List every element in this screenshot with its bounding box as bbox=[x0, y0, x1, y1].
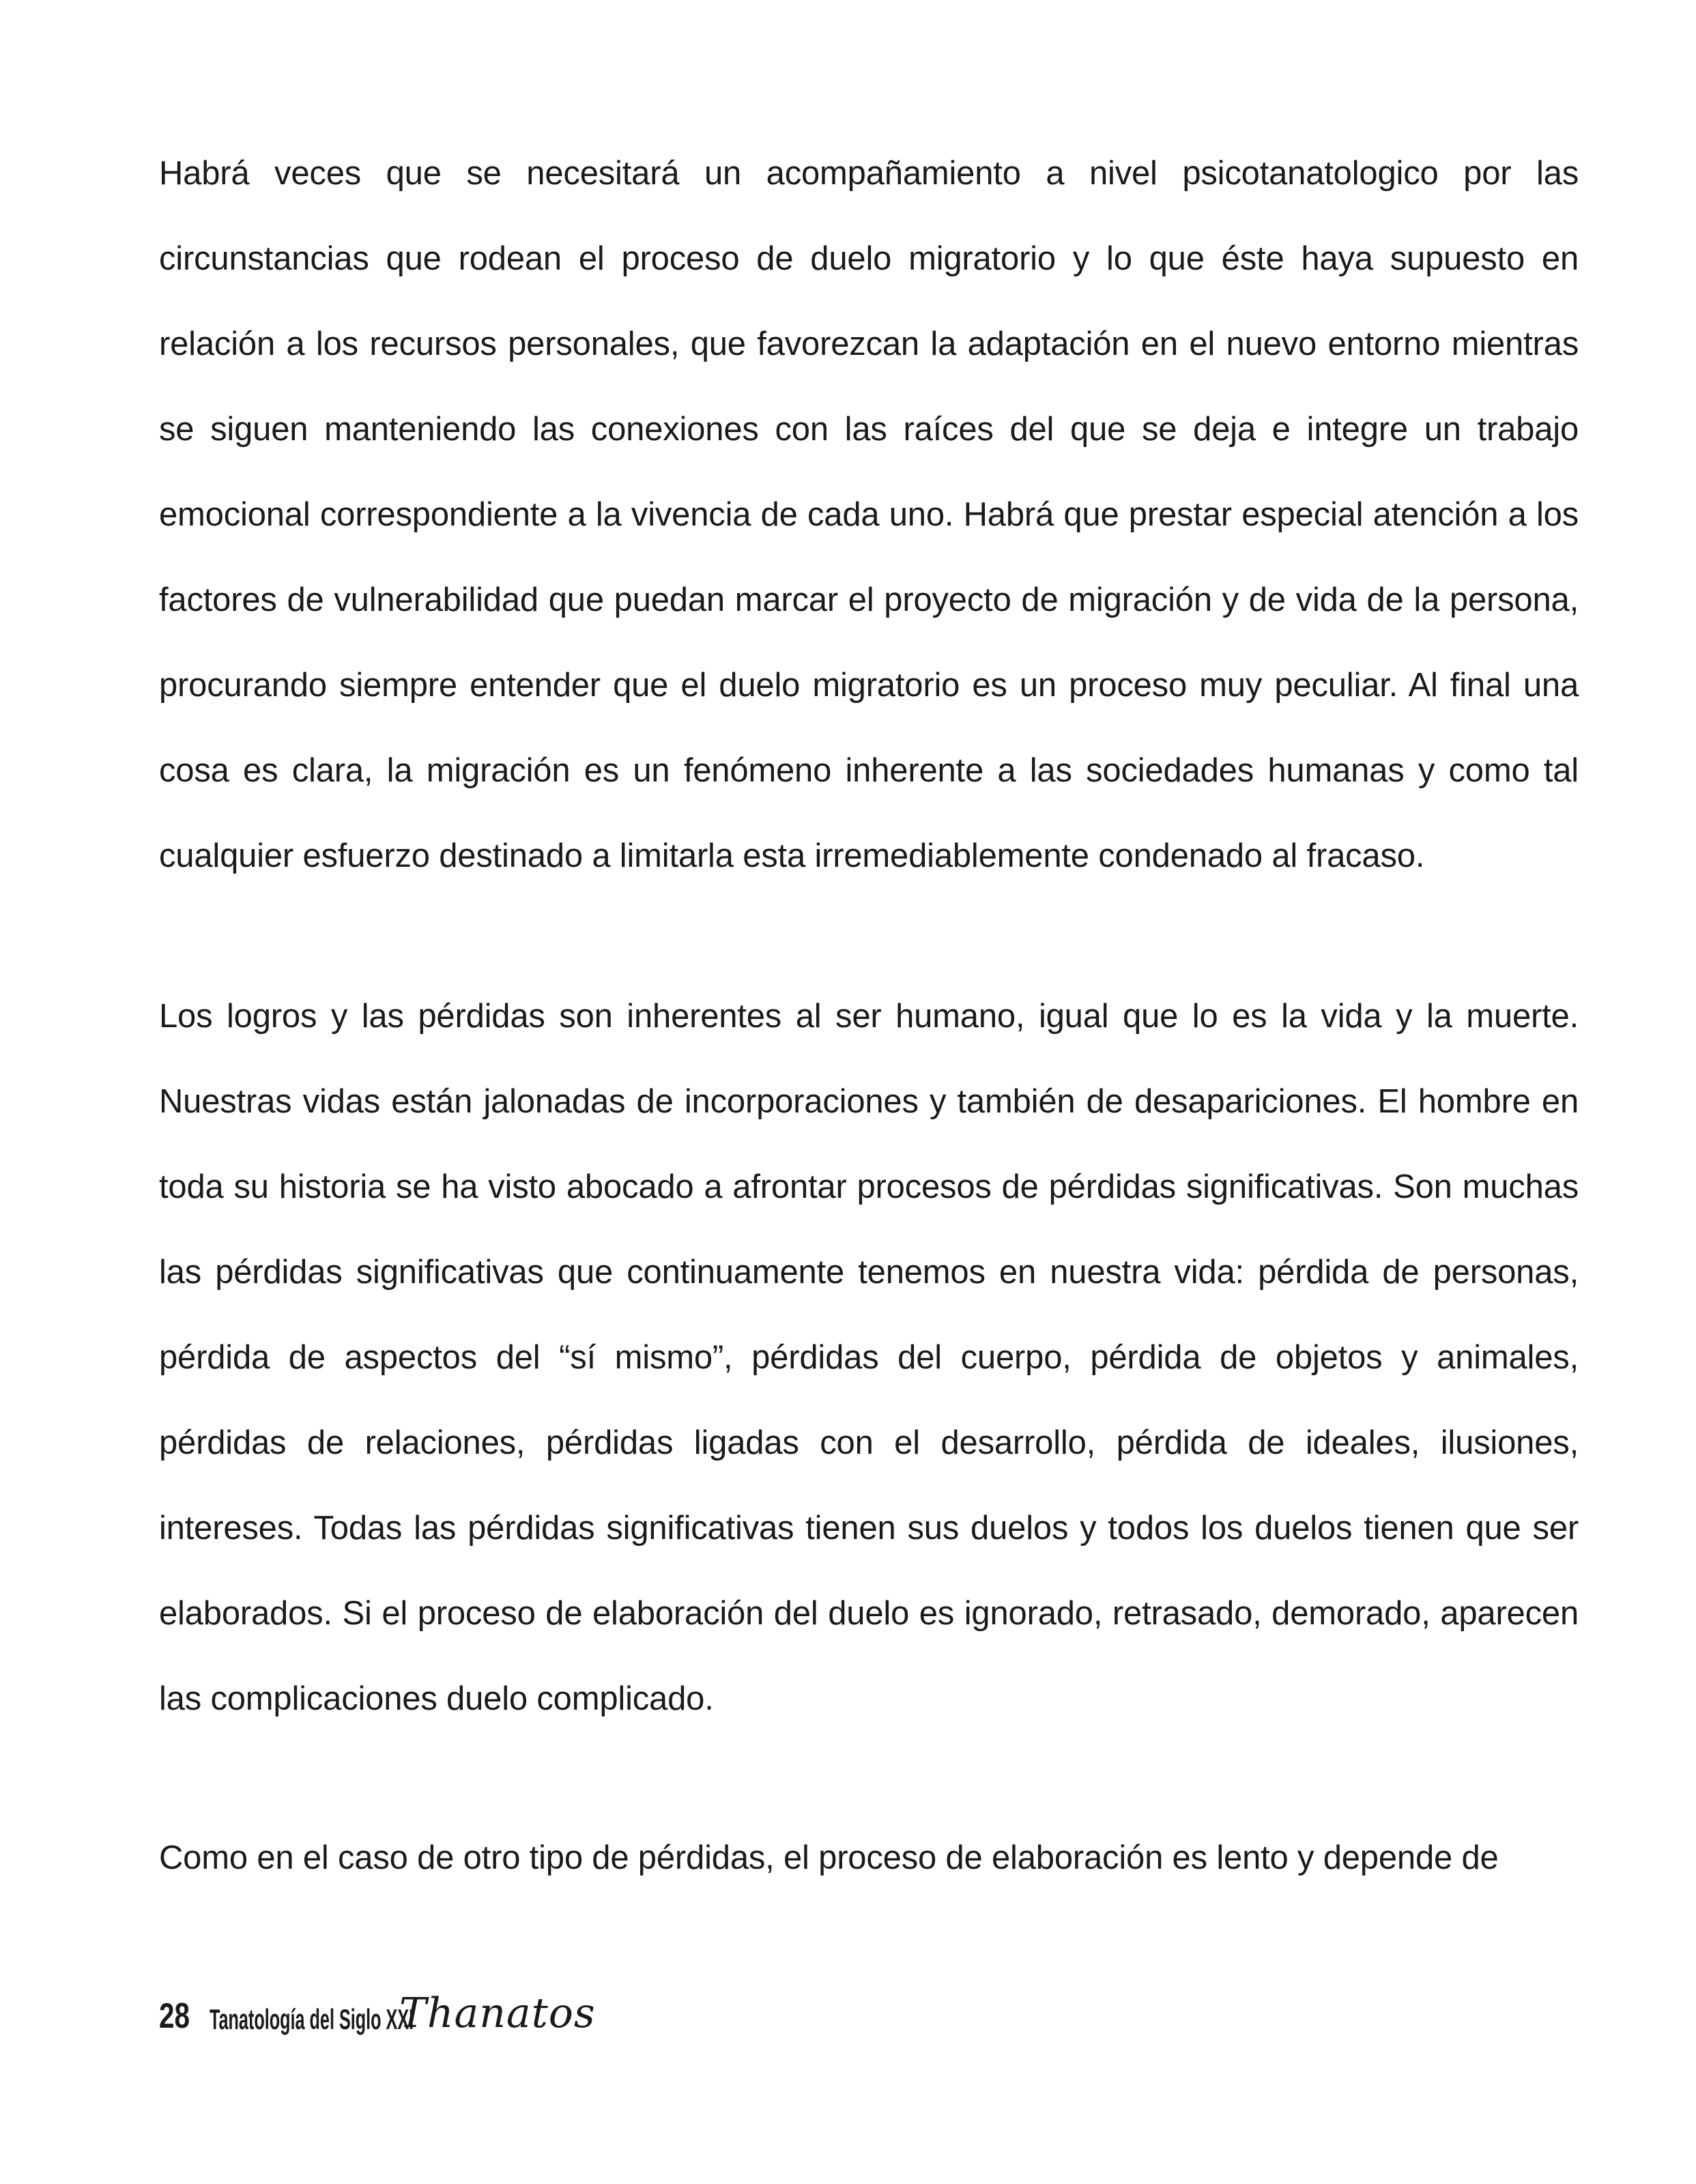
page-number: 28 bbox=[159, 1996, 190, 2036]
page-footer bbox=[159, 1979, 596, 2037]
paragraph-text: Como en el caso de otro tipo de pérdidas, el proceso de elaboración es lento y depende de bbox=[159, 1839, 1499, 1876]
body-paragraph bbox=[159, 131, 1579, 899]
paragraph-text: Los logros y las pérdidas son inherentes al ser humano, igual que lo es la vida y la muerte. Nuestras vidas están jalonadas de incorporaciones y también de desapariciones. El hombre en toda su historia se ha visto abocado a afrontar procesos de pérdidas significativas. Son muchas las pérdidas significativas que continuamente tenemos en nuestra vida: pérdida de personas, pérdida de aspectos del “sí mismo”, pérdidas del cuerpo, pérdida de objetos y animales, pérdidas de relaciones, pérdidas ligadas con el desarrollo, pérdida de ideales, ilusiones, intereses. Todas las pérdidas significativas tienen sus duelos y todos los duelos tienen que ser elaborados. Si el proceso de elaboración del duelo es ignorado, retrasado, demorado, aparecen las complicaciones duelo complicado. bbox=[159, 998, 1579, 1717]
journal-name: Tanatología del Siglo XXI bbox=[209, 2003, 414, 2035]
body-paragraph bbox=[159, 974, 1579, 1742]
paragraph-text: Habrá veces que se necesitará un acompañamiento a nivel psicotanatologico por las circunstancias que rodean el proceso de duelo migratorio y lo que éste haya supuesto en relación a los recursos personales, que favorezcan la adaptación en el nuevo entorno mientras se siguen manteniendo las conexiones con las raíces del que se deja e integre un trabajo emocional correspondiente a la vivencia de cada uno. Habrá que prestar especial atención a los factores de vulnerabilidad que puedan marcar el proyecto de migración y de vida de la persona, procurando siempre entender que el duelo migratorio es un proceso muy peculiar. Al final una cosa es clara, la migración es un fenómeno inherente a las sociedades humanas y como tal cualquier esfuerzo destinado a limitarla esta irremediablemente condenado al fracaso. bbox=[159, 155, 1579, 874]
body-paragraph bbox=[159, 1815, 1579, 1901]
thanatos-logo: Thanatos bbox=[399, 1989, 596, 2037]
